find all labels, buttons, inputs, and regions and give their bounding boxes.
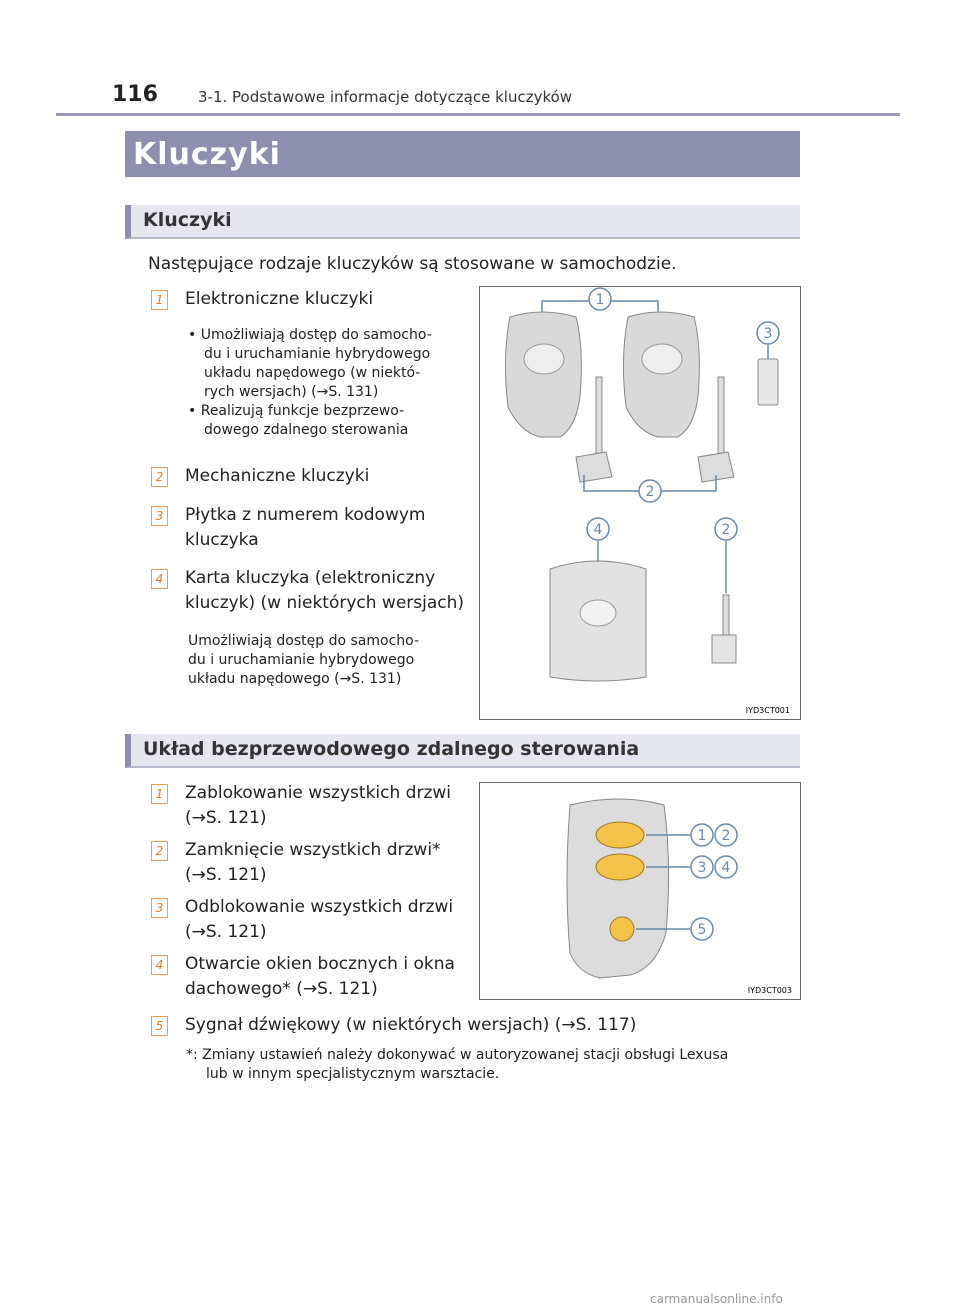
item-label: Zablokowanie wszystkich drzwi (→S. 121) [185, 783, 451, 828]
svg-text:4: 4 [593, 522, 603, 538]
lexus-logo-icon [580, 600, 616, 626]
bullet-line: • Umożliwiają dostęp do samocho- [188, 327, 432, 343]
mechanical-key [723, 595, 729, 635]
bullet-list [188, 326, 432, 440]
item-number: 4 [151, 955, 168, 975]
smart-key-fob [505, 312, 581, 437]
item-number: 2 [151, 467, 168, 487]
unlock-button [596, 854, 644, 880]
header-divider [56, 113, 900, 116]
svg-text:2: 2 [645, 484, 655, 500]
item-number: 3 [151, 506, 168, 526]
mechanical-key [596, 377, 602, 457]
chapter-title: 3-1. Podstawowe informacje dotyczące kluczyków [198, 88, 573, 106]
item-number: 4 [151, 569, 168, 589]
page-title-bar [125, 131, 800, 177]
bullet-line: dowego zdalnego sterowania [204, 422, 409, 438]
svg-text:2: 2 [721, 828, 731, 844]
bullet-line: • Realizują funkcje bezprzewo- [188, 403, 405, 419]
item-number: 2 [151, 841, 168, 861]
intro-text: Następujące rodzaje kluczyków są stosowane w samochodzie. [148, 254, 677, 274]
card-note: Umożliwiają dostęp do samocho- du i uruchamianie hybrydowego układu napędowego (→S. 131) [188, 633, 420, 687]
item-label: Mechaniczne kluczyki [185, 466, 370, 486]
section-heading-text: Układ bezprzewodowego zdalnego sterowania [143, 738, 640, 760]
svg-text:4: 4 [721, 860, 731, 876]
keys-illustration [480, 287, 800, 719]
mechanical-key [718, 377, 724, 457]
svg-text:2: 2 [721, 522, 731, 538]
section-heading-keys [125, 205, 800, 239]
bullet-line: rych wersjach) (→S. 131) [204, 384, 379, 400]
item-label: Odblokowanie wszystkich drzwi (→S. 121) [185, 897, 454, 942]
remote-figure [479, 782, 801, 1000]
bullet-line: układu napędowego (w niektó- [204, 365, 421, 381]
key-code-plate [758, 359, 778, 405]
smart-key-fob [623, 312, 699, 437]
keys-figure [479, 286, 801, 720]
svg-text:5: 5 [697, 922, 707, 938]
item-number: 1 [151, 784, 168, 804]
item-label: Karta kluczyka (elektroniczny kluczyk) (w niektórych wersjach) [185, 568, 465, 613]
item-label: Płytka z numerem kodowym kluczyka [185, 505, 426, 550]
page-number: 116 [112, 82, 158, 107]
panic-button [610, 917, 634, 941]
item-number: 1 [151, 290, 168, 310]
footnote: *: Zmiany ustawień należy dokonywać w autoryzowanej stacji obsługi Lexusa lub w innym specjalistycznym warsztacie. [186, 1047, 729, 1082]
svg-text:3: 3 [697, 860, 707, 876]
figure-code: IYD3CT001 [745, 706, 790, 715]
remote-illustration [480, 783, 800, 999]
page-title: Kluczyki [133, 137, 281, 172]
section-heading-remote [125, 734, 800, 768]
item-label: Sygnał dźwiękowy (w niektórych wersjach) (→S. 117) [185, 1015, 637, 1035]
svg-text:3: 3 [763, 326, 773, 342]
item-number: 5 [151, 1016, 168, 1036]
figure-code: IYD3CT003 [747, 986, 792, 995]
bullet-line: du i uruchamianie hybrydowego [204, 346, 431, 362]
svg-text:1: 1 [595, 292, 605, 308]
item-label: Zamknięcie wszystkich drzwi* (→S. 121) [185, 840, 441, 885]
svg-text:1: 1 [697, 828, 707, 844]
lock-button [596, 822, 644, 848]
watermark: carmanualsonline.info [650, 1292, 783, 1306]
item-number: 3 [151, 898, 168, 918]
section-heading-text: Kluczyki [143, 209, 232, 231]
item-label: Elektroniczne kluczyki [185, 289, 374, 309]
item-label: Otwarcie okien bocznych i okna dachowego* (→S. 121) [185, 954, 455, 999]
lexus-logo-icon [524, 344, 564, 374]
lexus-logo-icon [642, 344, 682, 374]
